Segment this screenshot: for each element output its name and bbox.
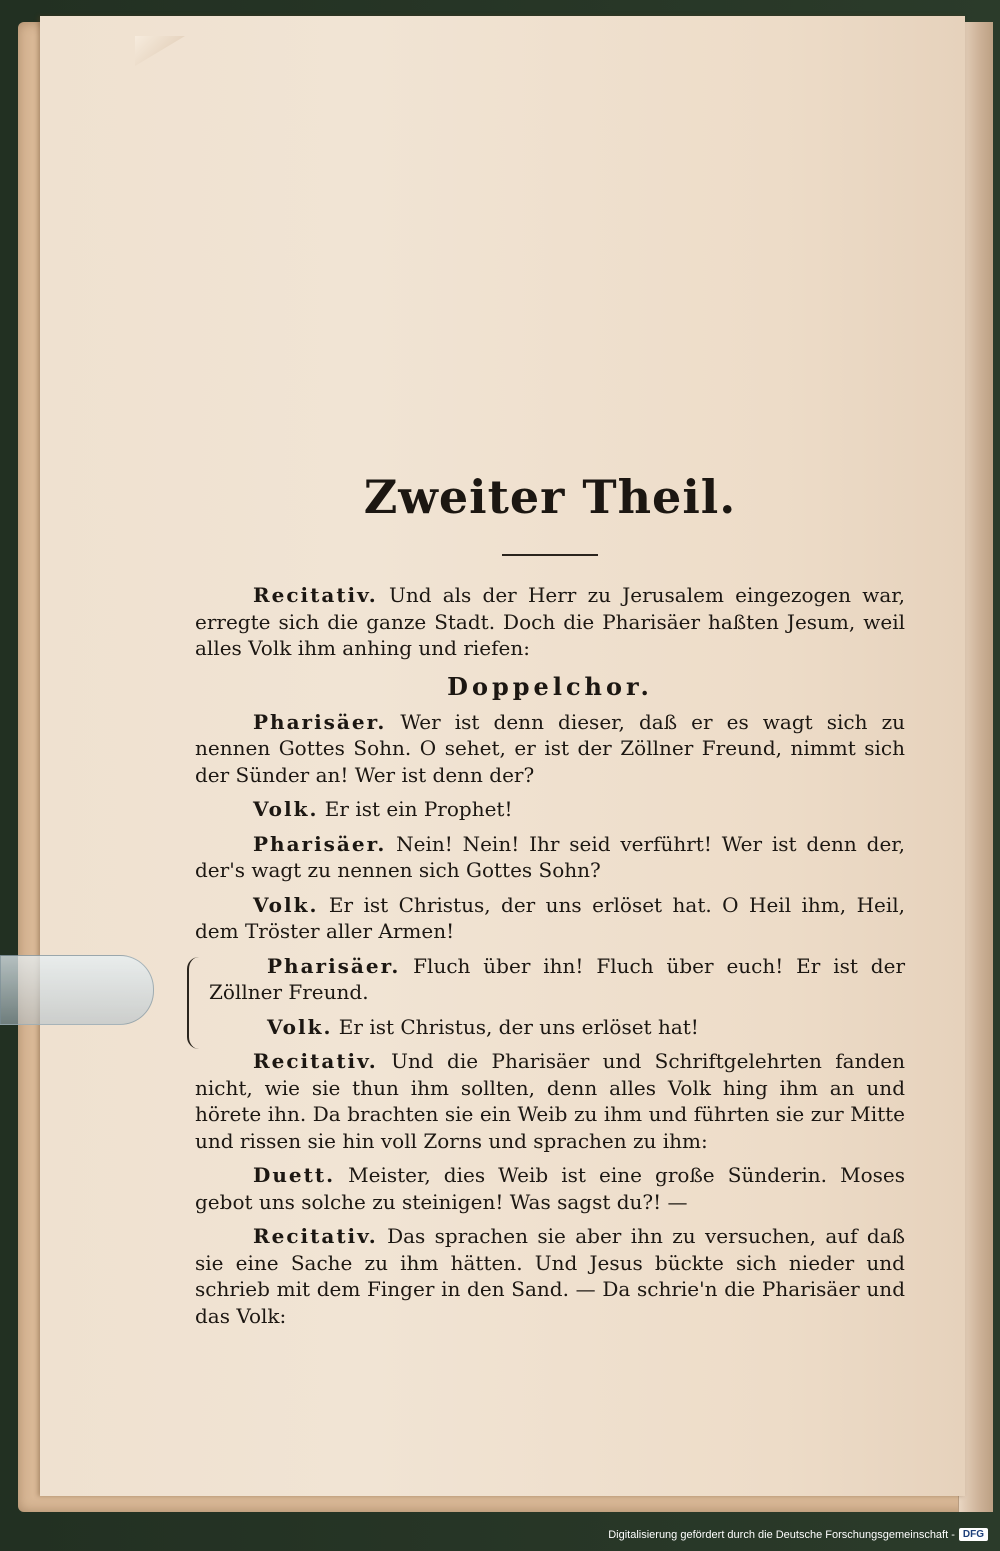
speaker-label: Recitativ. [253,1049,378,1073]
digitization-footer [608,1528,988,1541]
pharisaeer-paragraph-2 [195,831,905,884]
paragraph-text: Fluch über ihn! Fluch über euch! Er ist der Zöllner Freund. [209,953,905,1004]
recitativ-paragraph-3 [195,1223,905,1329]
speaker-label: Recitativ. [253,1224,378,1248]
speaker-label: Recitativ. [253,583,378,607]
paragraph-text: Er ist Christus, der uns erlöset hat! [332,1014,699,1039]
digitization-text: Digitalisierung gefördert durch die Deutsche Forschungsgemeinschaft - [608,1528,955,1541]
recitativ-paragraph-1 [195,582,905,662]
brace-mark [187,957,203,1049]
paragraph-text: Und die Pharisäer und Schriftgelehrten fanden nicht, wie sie thun ihm sollten, denn alles Volk hing ihm an und hörete ihn. Da brachten sie ein Weib zu ihm und führten sie zur Mitte und rissen sie hin voll Zorns und sprachen zu ihm: [195,1049,905,1153]
pharisaeer-paragraph-3 [209,953,905,1006]
heading-rule [502,554,598,556]
pharisaeer-paragraph-1 [195,709,905,789]
speaker-label: Pharisäer. [253,831,387,856]
volk-paragraph-1 [195,796,905,823]
paragraph-text: Das sprachen sie aber ihn zu versuchen, auf daß sie eine Sache zu ihm hätten. Und Jesus bückte sich nieder und schrieb mit dem Finger in den Sand. — Da schrie'n die Pharisäer und das Volk: [195,1224,905,1328]
paragraph-text: Und als der Herr zu Jerusalem eingezogen war, erregte sich die ganze Stadt. Doch die Pharisäer haßten Jesum, weil alles Volk ihm anhing und riefen: [195,583,905,660]
dfg-logo: DFG [959,1528,988,1541]
duett-paragraph [195,1162,905,1215]
speaker-label: Duett. [253,1163,336,1187]
speaker-label: Volk. [253,797,319,821]
paragraph-text: Meister, dies Weib ist eine große Sünderin. Moses gebot uns solche zu steinigen! Was sagst du?! — [195,1163,905,1214]
part-heading: Zweiter Theil. [363,470,737,524]
volk-paragraph-2 [195,892,905,945]
paragraph-text: Wer ist denn dieser, daß er es wagt sich zu nennen Gottes Sohn. O sehet, er ist der Zöllner Freund, nimmt sich der Sünder an! Wer ist denn der? [195,709,905,787]
simultaneous-chorus-group [195,953,905,1041]
paragraph-text: Er ist ein Prophet! [318,797,513,821]
speaker-label: Pharisäer. [267,953,401,978]
speaker-label: Volk. [267,1014,333,1039]
speaker-label: Pharisäer. [253,709,387,734]
paragraph-text: Nein! Nein! Ihr seid verführt! Wer ist denn der, der's wagt zu nennen sich Gottes Sohn? [195,831,905,882]
page-corner-fold [135,36,185,66]
paragraph-text: Er ist Christus, der uns erlöset hat. O Heil ihm, Heil, dem Tröster aller Armen! [195,892,905,943]
speaker-label: Volk. [253,892,319,917]
volk-paragraph-3 [209,1014,905,1041]
page-clip [0,955,154,1025]
recitativ-paragraph-2 [195,1048,905,1154]
page-content [195,470,905,1337]
section-subheading: Doppelchor. [447,671,653,701]
